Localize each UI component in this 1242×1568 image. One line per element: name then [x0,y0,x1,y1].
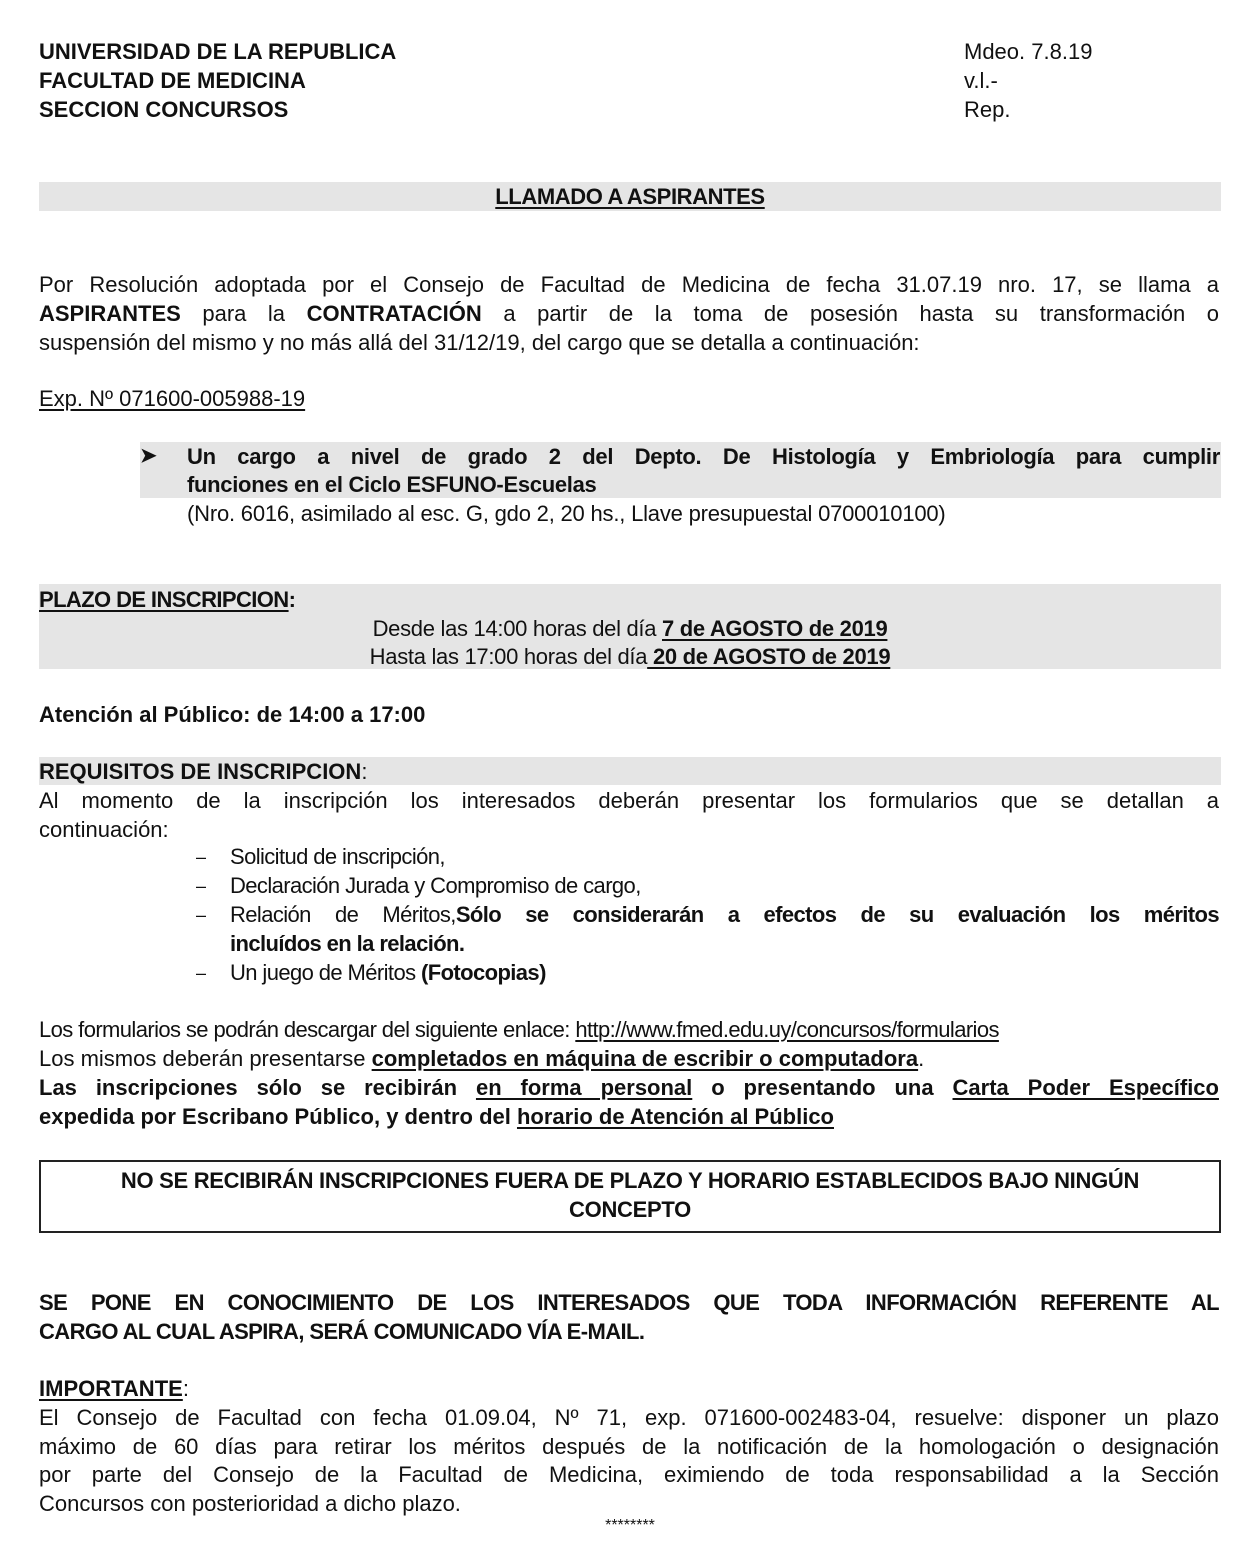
requisitos-heading-text: REQUISITOS DE INSCRIPCION [39,759,362,784]
horario-emphasis: horario de Atención al Público [516,1104,834,1129]
dash-bullet-icon: – [196,847,207,867]
expediente-number: Exp. Nº 071600-005988-19 [39,386,306,411]
plazo-desde [39,614,1221,643]
document-date: Mdeo. 7.8.19 [964,39,1093,64]
formularios-link[interactable]: http://www.fmed.edu.uy/concursos/formularios [575,1017,999,1042]
contratacion-bold: CONTRATACIÓN [306,301,482,326]
list-item-text: Un juego de Méritos [230,960,421,985]
importante-line-3: por parte del Consejo de la Facultad de Medicina, eximiendo de toda responsabilidad a la Sección [39,1462,1219,1487]
aspirantes-bold: ASPIRANTES [39,301,181,326]
formularios-text: Los mismos deberán presentarse [39,1046,372,1071]
plazo-hasta [39,642,1221,671]
university-name: UNIVERSIDAD DE LA REPUBLICA [39,39,397,64]
requisitos-intro-1: Al momento de la inscripción los interesados deberán presentar los formularios que se detallan a [39,788,1219,813]
plazo-heading-text: PLAZO DE INSCRIPCION [39,587,289,612]
importante-heading [39,1374,189,1403]
importante-line-2: máximo de 60 días para retirar los méritos después de la notificación de la homologación o designación [39,1434,1219,1459]
inscripciones-text: Las inscripciones sólo se recibirán [39,1075,476,1100]
cargo-detail: (Nro. 6016, asimilado al esc. G, gdo 2, 20 hs., Llave presupuestal 0700010100) [187,501,946,526]
document-rep: Rep. [964,97,1011,122]
notice-line-2: CONCEPTO [569,1197,691,1222]
email-notice-line-2: CARGO AL CUAL ASPIRA, SERÁ COMUNICADO VÍA E-MAIL. [39,1319,645,1344]
list-item-continuation: incluídos en la relación. [230,931,465,956]
intro-line-3: suspensión del mismo y no más allá del 31/12/19, del cargo que se detalla a continuación: [39,330,920,355]
intro-text: a partir de la toma de posesión hasta su transformación o [481,301,1219,326]
email-notice-line-1: SE PONE EN CONOCIMIENTO DE LOS INTERESADOS QUE TODA INFORMACIÓN REFERENTE AL [39,1290,1219,1315]
importante-heading-text: IMPORTANTE [39,1376,183,1401]
cargo-line-2: funciones en el Ciclo ESFUNO-Escuelas [187,472,597,497]
dash-bullet-icon: – [196,963,207,983]
period: . [918,1046,925,1071]
list-item-text: Relación de Méritos, [230,902,456,927]
document-ref: v.l.- [964,68,998,93]
forma-personal-emphasis: en forma personal [475,1075,693,1100]
list-item [230,958,546,987]
presentando-text: o presentando una [692,1075,953,1100]
formularios-text: Los formularios se podrán descargar del siguiente enlace: [39,1017,576,1042]
notice-line-1: NO SE RECIBIRÁN INSCRIPCIONES FUERA DE PLAZO Y HORARIO ESTABLECIDOS BAJO NINGÚN [120,1168,1140,1193]
atencion-publico: Atención al Público: de 14:00 a 17:00 [39,702,426,727]
end-of-document-mark: ******** [605,1517,655,1534]
formularios-line-4 [39,1102,834,1131]
desde-text: Desde las 14:00 horas del día [372,616,662,641]
dash-bullet-icon: – [196,905,207,925]
cargo-line-1: Un cargo a nivel de grado 2 del Depto. De Histología y Embriología para cumplir [187,444,1220,469]
importante-line-4: Concursos con posterioridad a dicho plazo. [39,1491,461,1516]
intro-line-2 [39,299,1219,328]
plazo-heading [39,585,295,614]
dash-bullet-icon: – [196,876,207,896]
deadline-notice-box [39,1160,1221,1233]
desde-date: 7 de AGOSTO de 2019 [662,616,888,641]
intro-line-1: Por Resolución adoptada por el Consejo de Facultad de Medicina de fecha 31.07.19 nro. 17, se llama a [39,272,1219,297]
completados-emphasis: completados en máquina de escribir o computadora [371,1046,919,1071]
plazo-colon: : [288,587,296,612]
requisitos-colon: : [361,759,368,784]
institution-header [39,37,396,124]
formularios-line-1 [39,1015,999,1044]
document-meta [964,37,1092,124]
list-item: Declaración Jurada y Compromiso de cargo, [230,873,641,898]
hasta-date: 20 de AGOSTO de 2019 [647,644,891,669]
list-item-bold: Sólo se considerarán a efectos de su evaluación los méritos [455,902,1220,927]
arrow-bullet-icon: ➤ [140,445,157,467]
formularios-line-2 [39,1044,924,1073]
formularios-line-3 [39,1073,1219,1102]
page-title [39,182,1221,211]
importante-line-1: El Consejo de Facultad con fecha 01.09.04, Nº 71, exp. 071600-002483-04, resuelve: disponer un plazo [39,1405,1219,1430]
escribano-text: expedida por Escribano Público, y dentro del [39,1104,517,1129]
requisitos-heading [39,757,367,786]
faculty-name: FACULTAD DE MEDICINA [39,68,306,93]
carta-poder-emphasis: Carta Poder Específico [952,1075,1219,1100]
intro-text: para la [180,301,307,326]
section-name: SECCION CONCURSOS [39,97,289,122]
hasta-text: Hasta las 17:00 horas del día [369,644,648,669]
importante-colon: : [182,1376,189,1401]
page-title-text: LLAMADO A ASPIRANTES [495,184,765,209]
list-item [230,900,1219,929]
list-item: Solicitud de inscripción, [230,844,445,869]
list-item-bold: (Fotocopias) [421,960,546,985]
requisitos-intro-2: continuación: [39,817,169,842]
